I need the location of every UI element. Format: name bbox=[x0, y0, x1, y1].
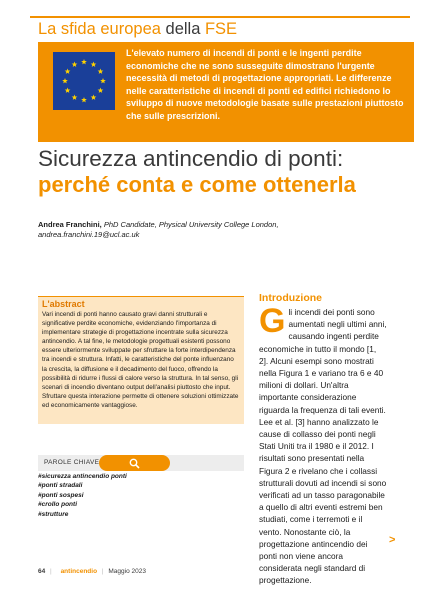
author-name: Andrea Franchini, bbox=[38, 220, 102, 229]
eu-star-icon bbox=[65, 88, 71, 93]
page-number: 64 bbox=[38, 568, 46, 575]
keywords-search-button[interactable] bbox=[99, 455, 170, 471]
keyword-item[interactable]: #strutture bbox=[38, 510, 69, 518]
eu-star-icon bbox=[91, 94, 97, 99]
abstract-box bbox=[38, 296, 244, 424]
keyword-item[interactable]: #ponti stradali bbox=[38, 482, 83, 490]
series-title-part1: La sfida europea bbox=[38, 20, 166, 38]
eu-flag-icon bbox=[53, 52, 115, 110]
author-block bbox=[38, 220, 298, 240]
author-affiliation: PhD Candidate, Physical University College London, bbox=[101, 220, 279, 229]
section-body-text: li incendi dei ponti sono aumentati negli ultimi anni, causando ingenti perdite economiche in tutto il mondo [1, 2]. Alcuni esempi sono mostrati nella Figura 1 e variano tra 6 e 40 milioni di dollari. Un'altra importante considerazione riguarda la frequenza di tali eventi. Lee et al. [3] hanno analizzato le cause di collasso dei ponti negli Stati Uniti tra il 1980 e il 2012. I risultati sono presentati nella Figura 2 e rivelano che i collassi strutturali dovuti ad incendi si sono verificati ad un tasso paragonabile a quello di altri eventi estremi ben studiati, come i terremoti e il vento. Nonostante ciò, la progettazione antincendio dei ponti non viene ancora considerata negli standard di progettazione. bbox=[259, 307, 387, 586]
page-subtitle: perché conta e come ottenerla bbox=[38, 172, 356, 197]
keywords-label: PAROLE CHIAVE bbox=[44, 459, 100, 466]
eu-star-icon bbox=[65, 69, 71, 74]
eu-flag-stars bbox=[53, 52, 115, 110]
eu-star-icon bbox=[98, 69, 104, 74]
eu-star-icon bbox=[81, 59, 87, 64]
series-title-part2: della bbox=[165, 20, 205, 38]
section-title: Introduzione bbox=[259, 292, 322, 304]
footer-separator: | bbox=[101, 568, 104, 575]
keyword-item[interactable]: #crollo ponti bbox=[38, 501, 77, 509]
series-title-part3: FSE bbox=[204, 20, 238, 38]
page-footer bbox=[38, 568, 146, 575]
eu-star-icon bbox=[72, 62, 78, 67]
intro-text: L'elevato numero di incendi di ponti e le ingenti perdite economiche che ne sono susseguite dimostrano l'urgente necessità di metodi di progettazione appropriati. Le differenze nelle caratteristiche di incendi di ponti ed edifici richiedono lo sviluppo di nuove metodologie basate sulle prestazioni piuttosto che sulle prescrizioni. bbox=[126, 48, 404, 121]
keywords-bar bbox=[38, 455, 244, 471]
abstract-text: Vari incendi di ponti hanno causato gravi danni strutturali e significative perdite economiche, evidenziando l'importanza di implementare strategie di progettazione incentrate sulla sicurezza antincendio. A tal fine, le metodologie progettuali esistenti possono essere ulteriormente sviluppate per sfruttare la forte interdipendenza tra incendi e struttura. Infatti, le caratteristiche del ponte influenzano la crescita, la diffusione e il decadimento del fuoco, offrendo la possibilità di ridurre i flussi di calore verso la struttura. In tal senso, gli scenari di incendio diventano output dell'analisi piuttosto che input. Sfruttare questa interazione permette di ottenere soluzioni ottimizzate ed economicamente vantaggiose. bbox=[42, 311, 239, 409]
keyword-item[interactable]: #ponti sospesi bbox=[38, 491, 84, 499]
issue-date: Maggio 2023 bbox=[108, 568, 146, 575]
eu-star-icon bbox=[91, 62, 97, 67]
author-email[interactable]: andrea.franchini.19@ucl.ac.uk bbox=[38, 230, 140, 239]
footer-separator: | bbox=[50, 568, 52, 575]
magazine-name: antincendio bbox=[60, 568, 98, 575]
eu-star-icon bbox=[100, 78, 106, 83]
eu-star-icon bbox=[62, 78, 68, 83]
abstract-title: L'abstract bbox=[42, 299, 85, 309]
eu-star-icon bbox=[98, 88, 104, 93]
series-title bbox=[38, 20, 237, 39]
header-rule bbox=[30, 16, 410, 18]
eu-star-icon bbox=[81, 97, 87, 102]
keyword-item[interactable]: #sicurezza antincendio ponti bbox=[38, 473, 127, 480]
drop-cap: G bbox=[259, 302, 286, 340]
keywords-list bbox=[38, 472, 127, 519]
next-page-arrow-icon[interactable]: > bbox=[389, 534, 396, 546]
section-body bbox=[259, 302, 387, 587]
page-title: Sicurezza antincendio di ponti: bbox=[38, 146, 344, 171]
eu-star-icon bbox=[72, 94, 78, 99]
search-icon bbox=[129, 458, 140, 469]
